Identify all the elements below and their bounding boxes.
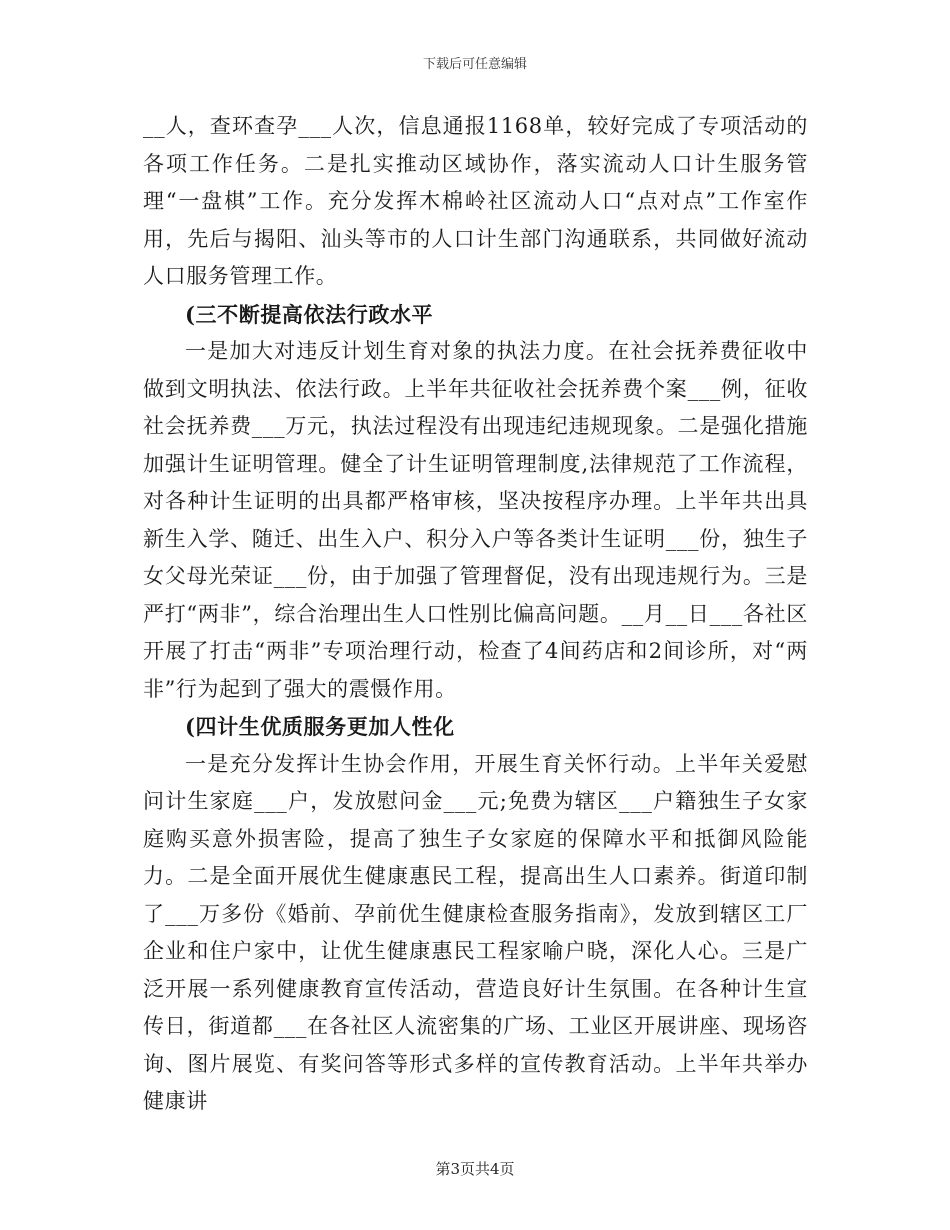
- paragraph-quality-service: 一是充分发挥计生协会作用，开展生育关怀行动。上半年关爱慰问计生家庭___户，发放慰问金___元;免费为辖区___户籍独生子女家庭购买意外损害险，提高了独生子女家庭的保障水平和抵御风险能力。二是全面开展优生健康惠民工程，提高出生人口素养。街道印制了___万多份《婚前、孕前优生健康检查服务指南》，发放到辖区工厂企业和住户家中，让优生健康惠民工程家喻户晓，深化人心。三是广泛开展一系列健康教育宣传活动，营造良好计生氛围。在各种计生宣传日，街道都___在各社区人流密集的广场、工业区开展讲座、现场咨询、图片展览、有奖问答等形式多样的宣传教育活动。上半年共举办健康讲: [143, 751, 808, 1113]
- paragraph-law-enforcement: 一是加大对违反计划生育对象的执法力度。在社会抚养费征收中做到文明执法、依法行政。上半年共征收社会抚养费个案___例，征收社会抚养费___万元，执法过程没有出现违纪违规现象。二是强化措施加强计生证明管理。健全了计生证明管理制度,法律规范了工作流程，对各种计生证明的出具都严格审核，坚决按程序办理。上半年共出具新生入学、随迁、出生入户、积分入户等各类计生证明___份，独生子女父母光荣证___份，由于加强了管理督促，没有出现违规行为。三是严打“两非”，综合治理出生人口性别比偏高问题。__月__日___各社区开展了打击“两非”专项治理行动，检查了4间药店和2间诊所，对“两非”行为起到了强大的震慑作用。: [143, 339, 808, 701]
- page-footer: 第3页共4页: [435, 1160, 515, 1178]
- page-header: 下载后可任意编辑: [422, 57, 527, 72]
- document-body: [143, 108, 808, 1121]
- section-heading-3: (三不断提高依法行政水平: [185, 301, 434, 327]
- section-heading-4: (四计生优质服务更加人性化: [185, 714, 455, 739]
- paragraph-continuation: __人，查环查孕___人次，信息通报1168单，较好完成了专项活动的各项工作任务。二是扎实推动区域协作，落实流动人口计生服务管理“一盘棋”工作。充分发挥木棉岭社区流动人口“点对点”工作室作用，先后与揭阳、汕头等市的人口计生部门沟通联系，共同做好流动人口服务管理工作。: [143, 114, 808, 288]
